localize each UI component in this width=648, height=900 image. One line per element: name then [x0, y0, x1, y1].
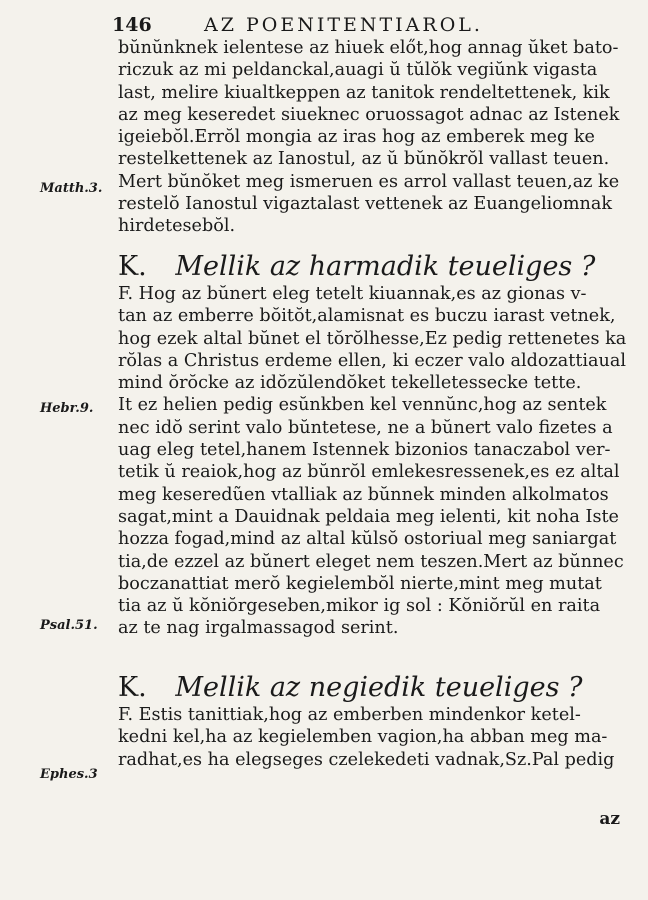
text-line: tetik ŭ reaiok,hog az bŭnrŏl emlekesressenek,es ez altal: [118, 462, 620, 483]
text-line: F. Estis tanittiak,hog az emberben mindenkor ketel-: [118, 705, 581, 725]
margin-note-psalms: Psal.51.: [40, 618, 98, 633]
page-number: 146: [112, 14, 152, 36]
text-line: az te nag irgalmassagod serint.: [118, 618, 399, 639]
paragraph-answer-3: [118, 283, 626, 640]
question-heading-4: [118, 672, 583, 703]
text-line: hozza fogad,mind az altal kŭlsŏ ostoriual meg saniargat: [118, 529, 617, 550]
text-line: nec idŏ serint valo bŭntetese, ne a bŭnert valo fizetes a: [118, 417, 613, 438]
text-line: hog ezek altal bŭnet el tŏrŏlhesse,Ez pedig rettenetes ka: [118, 328, 626, 349]
text-line: meg keseredũen vtalliak az bŭnnek minden alkolmatos: [118, 484, 609, 505]
text-line: It ez helien pedig esŭnkben kel vennŭnc,hog az sentek: [118, 395, 607, 416]
text-line: igeiebŏl.Errŏl mongia az iras hog az emberek meg ke: [118, 127, 595, 148]
margin-note-matthew: Matth.3.: [40, 181, 103, 196]
text-line: mind ŏrŏcke az idŏzŭlendŏket tekelletessecke tette.: [118, 373, 582, 394]
text-line: F. Hog az bŭnert eleg tetelt kiuannak,es az gionas v-: [118, 284, 587, 304]
margin-note-ephesians: Ephes.3: [40, 767, 98, 782]
text-line: restelkettenek az Ianostul, az ŭ bŭnŏkrŏl vallast teuen.: [118, 149, 610, 170]
text-line: az meg keseredet siueknec oruossagot adnac az Istenek: [118, 104, 620, 125]
text-line: rŏlas a Christus erdeme ellen, ki eczer valo aldozattiaual: [118, 350, 626, 371]
text-line: hirdetesebŏl.: [118, 216, 236, 237]
text-line: radhat,es ha elegseges czelekedeti vadnak,Sz.Pal pedig: [118, 749, 615, 770]
text-line: last, melire kiualtkeppen az tanitok rendeltettenek, kik: [118, 82, 610, 103]
text-line: kedni kel,ha az kegielemben vagion,ha abban meg ma-: [118, 727, 608, 748]
paragraph-answer-4: [118, 704, 626, 771]
text-line: uag eleg tetel,hanem Istennek bizonios tanaczabol ver-: [118, 440, 611, 461]
margin-note-hebrews: Hebr.9.: [40, 401, 94, 416]
question-mark: K.: [118, 251, 147, 282]
paragraph-answer-2: [118, 37, 626, 238]
text-line: Mert bŭnŏket meg ismeruen es arrol vallast teuen,az ke: [118, 171, 620, 192]
text-line: tan az emberre bŏitŏt,alamisnat es buczu iarast vetnek,: [118, 306, 616, 327]
text-line: riczuk az mi peldanckal,auagi ŭ tŭlŏk vegiŭnk vigasta: [118, 60, 598, 81]
question-text: Mellik az negiedik teueliges ?: [175, 672, 583, 703]
catchword: az: [599, 809, 620, 829]
page-header: [112, 8, 628, 38]
question-mark: K.: [118, 672, 147, 703]
text-line: tia az ŭ kŏniŏrgeseben,mikor ig sol : Kŏniŏrŭl en raita: [118, 596, 601, 617]
text-line: tia,de ezzel az bŭnert eleget nem teszen.Mert az bŭnnec: [118, 551, 624, 572]
text-line: bŭnŭnknek ielentese az hiuek előt,hog annag ŭket bato-: [118, 38, 619, 58]
text-line: restelŏ Ianostul vigaztalast vettenek az Euangeliomnak: [118, 194, 613, 215]
text-line: sagat,mint a Dauidnak peldaia meg ielenti, kit noha Iste: [118, 506, 619, 527]
running-title: AZ POENITENTIAROL.: [204, 14, 483, 36]
question-text: Mellik az harmadik teueliges ?: [175, 251, 596, 282]
text-line: boczanattiat merŏ kegielembŏl nierte,mint meg mutat: [118, 573, 602, 594]
question-heading-3: [118, 251, 595, 282]
